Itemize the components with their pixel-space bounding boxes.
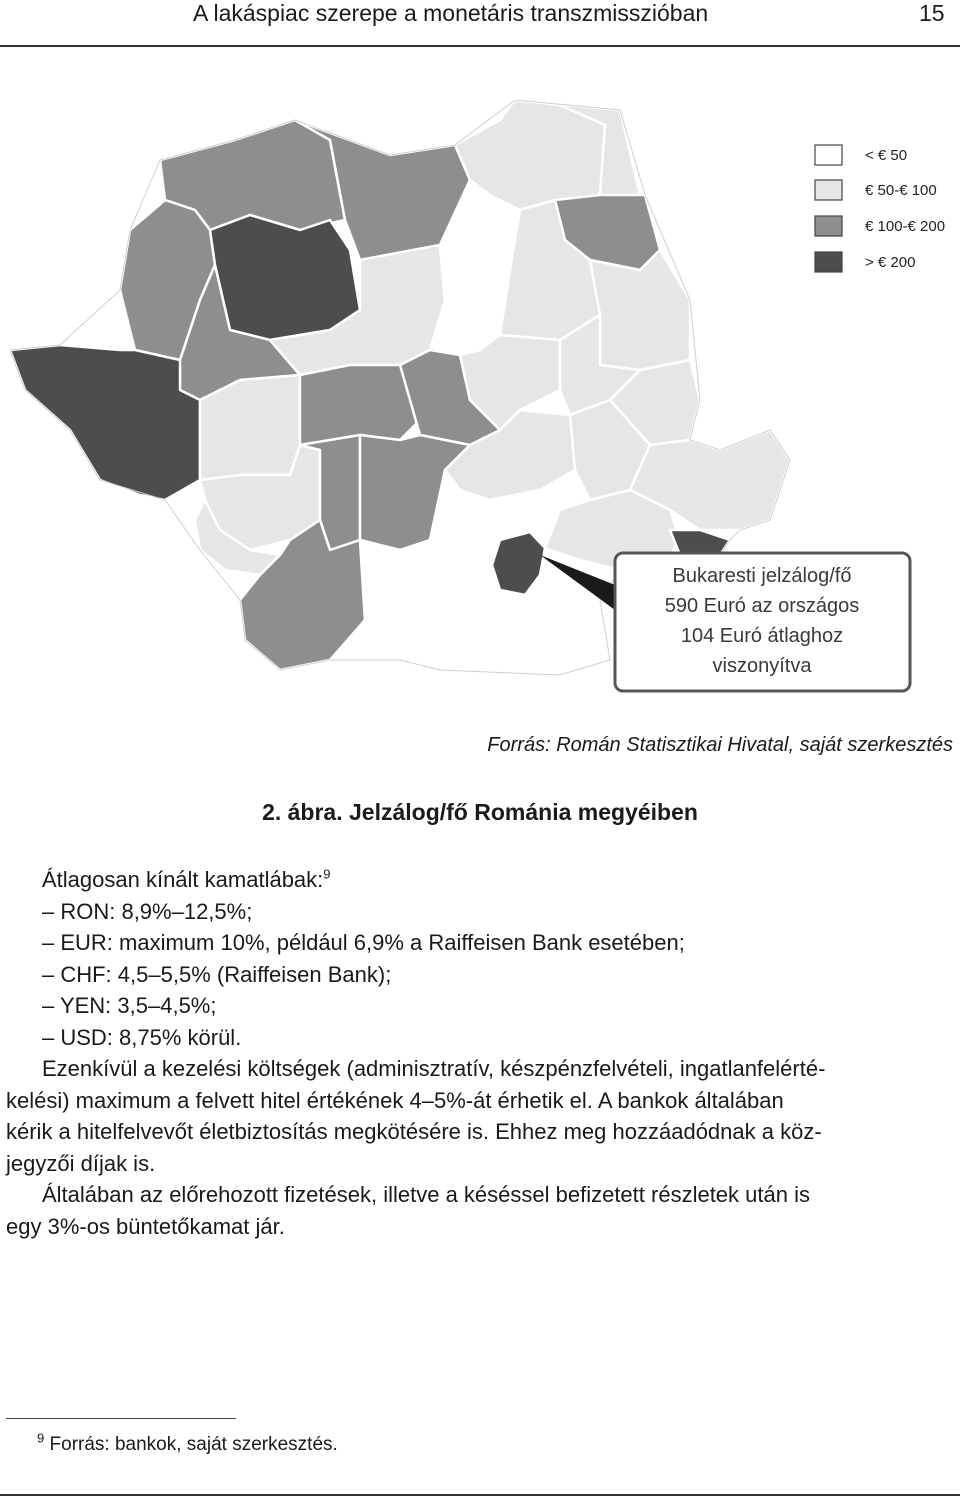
intro-text: Átlagosan kínált kamatlábak: (42, 867, 324, 892)
county-region (670, 530, 730, 555)
list-item: – USD: 8,75% körül. (42, 1024, 242, 1050)
footnote-rule (6, 1418, 236, 1419)
page-number: 15 (919, 0, 945, 26)
header-rule (0, 45, 960, 47)
paragraph-line: Ezenkívül a kezelési költségek (adminisztratív, készpénzfelvételi, ingatlanfelérté- (42, 1056, 826, 1081)
county-region (210, 215, 360, 340)
map-legend (815, 145, 945, 272)
paragraph-line: kelési) maximum a felvett hitel értékének 4–5%-át érhetik el. A bankok általában (6, 1087, 784, 1113)
footer-rule (0, 1494, 960, 1496)
footnote-text: Forrás: bankok, saját szerkesztés. (49, 1434, 338, 1455)
paragraph-line: Általában az előrehozott fizetések, illetve a késéssel befizetett részletek után is (42, 1182, 810, 1207)
list-item: – YEN: 3,5–4,5%; (42, 993, 217, 1018)
legend-swatch (815, 216, 842, 236)
legend-label: < € 50 (865, 147, 908, 164)
callout-line: Bukaresti jelzálog/fő (672, 565, 852, 587)
figure-source: Forrás: Román Statisztikai Hivatal, saját szerkesztés (487, 734, 953, 756)
callout-line: 104 Euró átlaghoz (680, 625, 844, 647)
footnote-number: 9 (37, 1430, 45, 1446)
body-text (6, 864, 954, 1242)
romania-county-map (0, 100, 960, 700)
list-item: – EUR: maximum 10%, például 6,9% a Raiffeisen Bank esetében; (42, 930, 685, 955)
page-header (0, 0, 960, 46)
paragraph-line: egy 3%-os büntetőkamat jár. (6, 1213, 285, 1239)
callout-line: 590 Euró az országos (664, 595, 860, 617)
legend-label: > € 200 (865, 254, 916, 271)
running-title: A lakáspiac szerepe a monetáris transzmisszióban (193, 0, 709, 26)
legend-label: € 50-€ 100 (865, 182, 937, 199)
list-item: – RON: 8,9%–12,5%; (42, 898, 253, 924)
legend-swatch (815, 145, 842, 165)
legend-swatch (815, 180, 842, 200)
callout-line: viszonyítva (712, 655, 812, 677)
paragraph-line: kérik a hitelfelvevőt életbiztosítás megkötésére is. Ehhez meg hozzáadódnak a köz- (6, 1119, 822, 1144)
county-region (400, 580, 610, 675)
figure-caption: 2. ábra. Jelzálog/fő Románia megyéiben (262, 799, 698, 825)
county-region (492, 532, 545, 595)
footnote-ref: 9 (323, 866, 331, 882)
legend-label: € 100-€ 200 (865, 218, 946, 235)
legend-swatch (815, 252, 842, 272)
paragraph-line: jegyzői díjak is. (6, 1150, 156, 1176)
list-item: – CHF: 4,5–5,5% (Raiffeisen Bank); (42, 961, 392, 987)
county-region (10, 345, 200, 500)
footnote (37, 1432, 338, 1458)
intro-line (6, 864, 954, 896)
